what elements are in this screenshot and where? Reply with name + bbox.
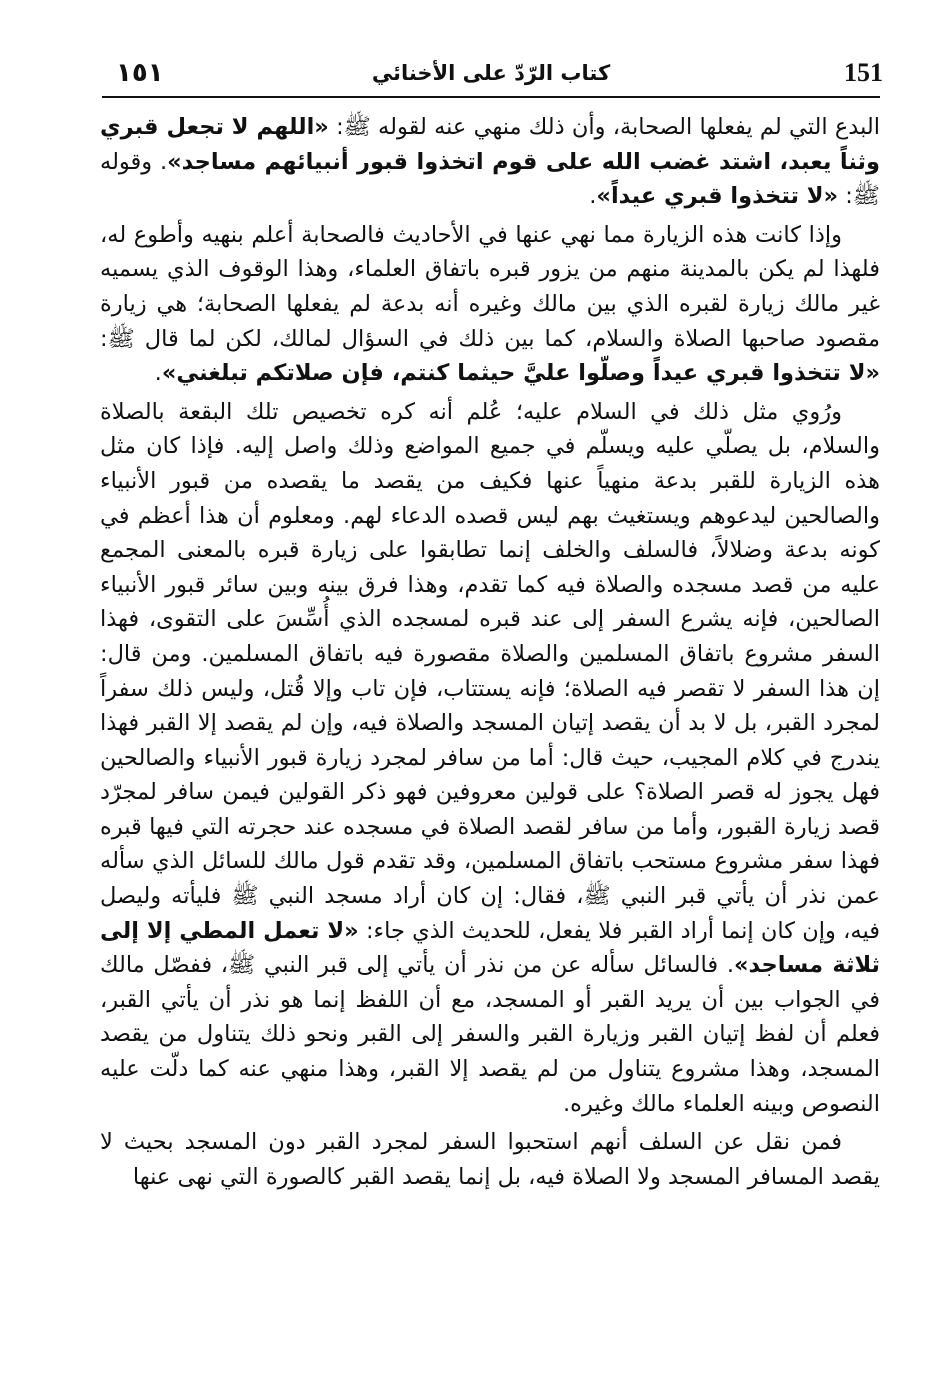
book-title: كتاب الرّدّ على الأخنائي bbox=[371, 61, 611, 85]
main-text bbox=[100, 110, 880, 1194]
text-segment: فمن نقل عن السلف أنهم استحبوا السفر لمجرد القبر دون المسجد بحيث لا يقصد المسافر المسجد ولا الصلاة فيه، بل إنما يقصد القبر كالصورة التي نهى عنها bbox=[100, 1129, 880, 1190]
paragraph-3 bbox=[100, 395, 880, 1121]
hadith-quote: «اللهم لا تجعل قبري وثناً يعبد، اشتد غضب الله على قوم اتخذوا قبور أنبيائهم مساجد» bbox=[100, 114, 880, 175]
text-segment: . bbox=[589, 183, 597, 210]
text-segment: . bbox=[154, 360, 162, 387]
text-segment: وإذا كانت هذه الزيارة مما نهي عنها في الأحاديث فالصحابة أعلم بنهيه وأطوع له، فلهذا لم يكن بالمدينة منهم من يزور قبره باتفاق العلماء، وهذا الوقوف الذي يسميه غير مالك زيارة لقبره الذي بين مالك وغيره أنه بدعة لم يفعلها الصحابة؛ هي زيارة مقصود صاحبها الصلاة والسلام، كما بين ذلك في السؤال لمالك، لكن لما قال ﷺ: bbox=[100, 221, 880, 352]
paragraph-1 bbox=[100, 110, 880, 214]
page-number-latin: 151 bbox=[844, 58, 883, 87]
paragraph-4 bbox=[100, 1125, 880, 1194]
page-number-arabic: ١٥١ bbox=[116, 58, 164, 88]
text-segment: ورُوي مثل ذلك في السلام عليه؛ عُلم أنه كره تخصيص تلك البقعة بالصلاة والسلام، بل يصلّي عليه ويسلّم في جميع المواضع وذلك واصل إليه. فإذا كان مثل هذه الزيارة للقبر بدعة منهياً عنها فكيف من يقصد ما يقصده من قبور الأنبياء والصالحين ليدعوهم ويستغيث بهم ليس قصده الدعاء لهم. ومعلوم أن هذا أعظم في كونه بدعة وضلالاً، فالسلف والخلف إنما تطابقوا على زيارة قبره بالمعنى المجمع عليه من قصد مسجده والصلاة فيه كما تقدم، وهذا فرق بينه وبين سائر قبور الأنبياء الصالحين، فإنه يشرع السفر إلى عند قبره لمسجده الذي أُسِّسَ على التقوى، فهذا السفر مشروع باتفاق المسلمين والصلاة مقصورة فيه باتفاق المسلمين. ومن قال: إن هذا السفر لا تقصر فيه الصلاة؛ فإنه يستتاب، فإن تاب وإلا قُتل، وليس ذلك سفراً لمجرد القبر، بل لا بد أن يقصد إتيان المسجد والصلاة فيه، وإن لم يقصد إلا القبر فهذا يندرج في كلام المجيب، حيث قال: أما من سافر لمجرد زيارة قبور الأنبياء والصالحين فهل يجوز له قصر الصلاة؟ على قولين معروفين فهو ذكر القولين فيمن سافر لمجرّد قصد زيارة القبور، وأما من سافر لقصد الصلاة في مسجده عند حجرته التي فيها قبره فهذا سفر مشروع مستحب باتفاق المسلمين، وقد تقدم قول مالك للسائل الذي سأله عمن نذر أن يأتي قبر النبي ﷺ، فقال: إن كان أراد مسجد النبي ﷺ فليأته وليصل فيه، وإن كان إنما أراد القبر فلا يفعل، للحديث الذي جاء: bbox=[100, 398, 880, 944]
text-segment: . فالسائل سأله عن من نذر أن يأتي إلى قبر النبي ﷺ، ففصّل مالك في الجواب بين أن يريد القبر أو المسجد، مع أن اللفظ إنما هو نذر أن يأتي القبر، فعلم أن لفظ إتيان القبر وزيارة القبر والسفر إلى القبر ونحو ذلك يتناول من يقصد المسجد، وهذا مشروع يتناول من لم يقصد إلا القبر، وهذا منهي عنه كما دلّت عليه النصوص وبينه العلماء مالك وغيره. bbox=[100, 952, 880, 1117]
paragraph-2 bbox=[100, 218, 880, 391]
hadith-quote: «لا تعمل المطي إلا إلى ثلاثة مساجد» bbox=[100, 917, 880, 979]
text-segment: البدع التي لم يفعلها الصحابة، وأن ذلك منهي عنه لقوله ﷺ: bbox=[328, 114, 880, 140]
header-rule bbox=[102, 96, 880, 98]
running-header bbox=[102, 56, 883, 94]
hadith-quote: «لا تتخذوا قبري عيداً» bbox=[596, 183, 839, 210]
text-segment: . وقوله ﷺ: bbox=[100, 148, 880, 210]
hadith-quote: «لا تتخذوا قبري عيداً وصلّوا عليَّ حيثما كنتم، فإن صلاتكم تبلغني» bbox=[161, 360, 880, 387]
